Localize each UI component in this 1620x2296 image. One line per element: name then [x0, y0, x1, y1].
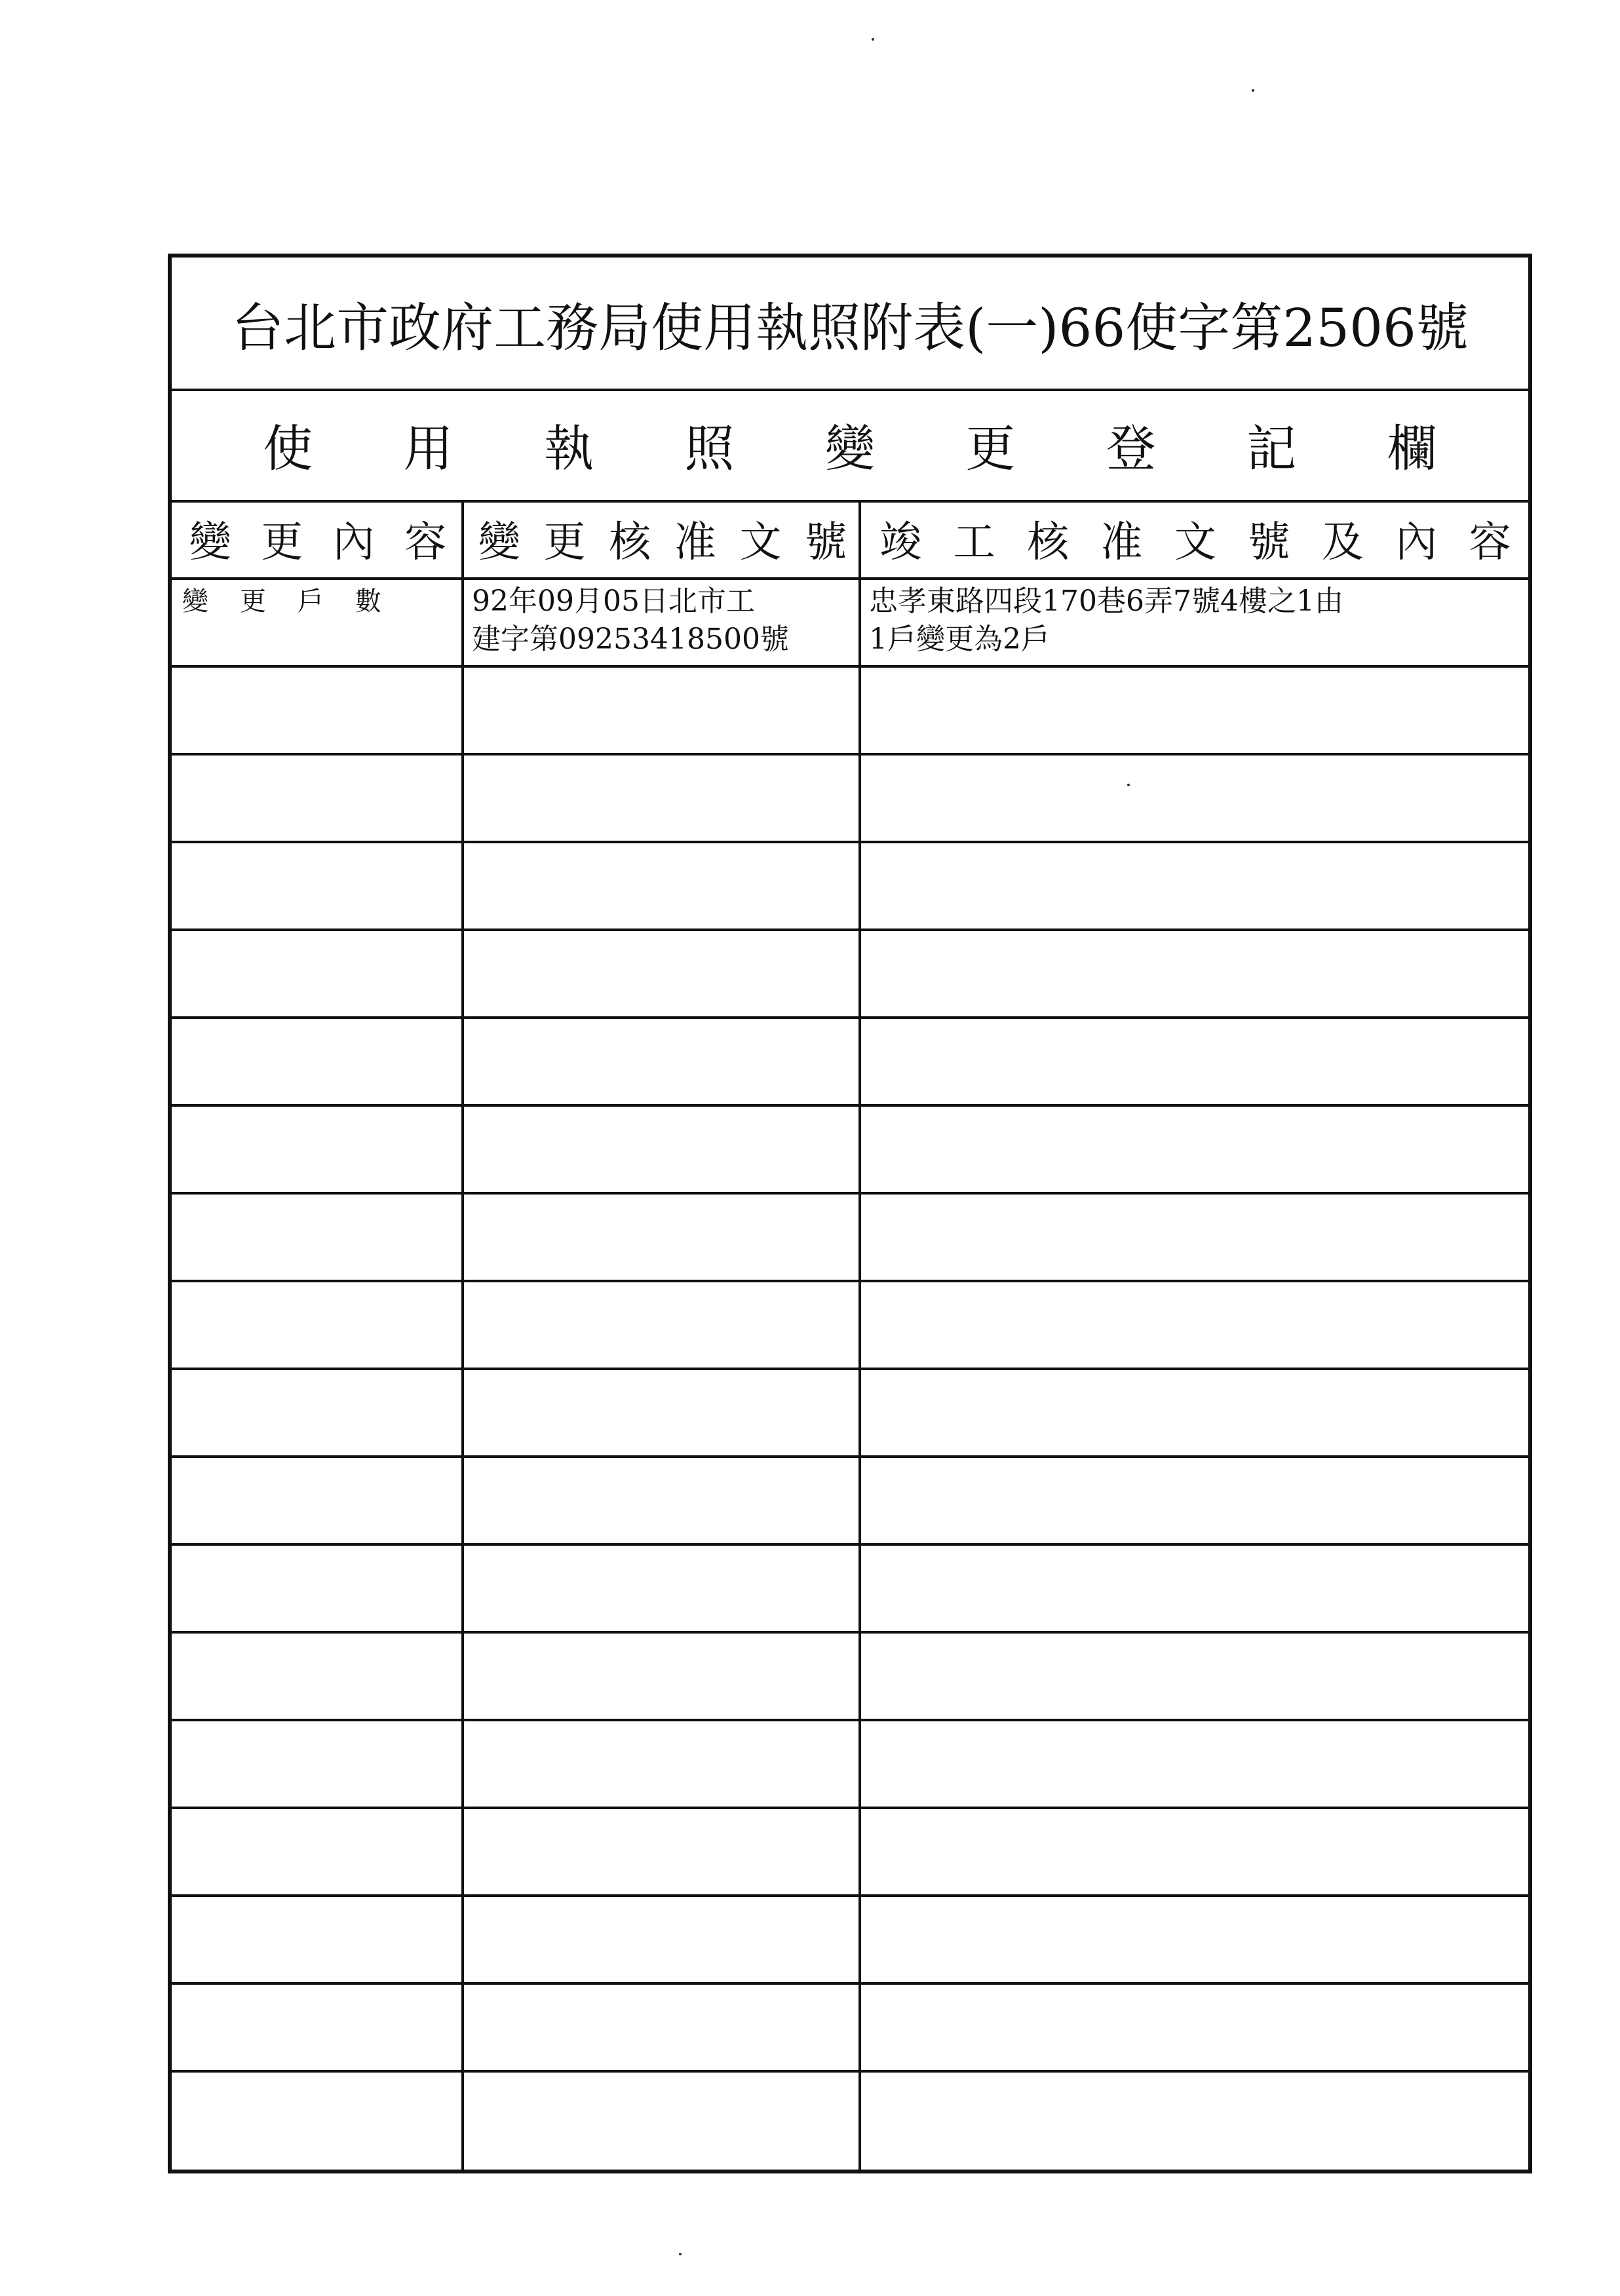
row-divider [172, 753, 1528, 756]
scan-speck [1252, 89, 1254, 92]
row-divider [172, 1894, 1528, 1897]
change-registration-table [168, 254, 1532, 2173]
scan-speck [1127, 784, 1130, 786]
subtitle-char: 變 [824, 419, 875, 478]
row-divider [172, 1368, 1528, 1370]
header-completion-doc: 竣 工 核 准 文 號 及 內 容 [879, 518, 1511, 567]
section-subtitle [172, 389, 1528, 500]
row-divider [172, 1982, 1528, 1985]
subtitle-char: 照 [684, 419, 735, 478]
row-divider [172, 1631, 1528, 1634]
row-divider [172, 928, 1528, 931]
subtitle-char: 欄 [1387, 419, 1437, 478]
approval-doc-line: 92年09月05日北市工 [472, 584, 755, 618]
record-approval-doc [472, 577, 856, 665]
row-divider [172, 841, 1528, 843]
row-divider [172, 1719, 1528, 1721]
approval-doc-line: 建字第09253418500號 [472, 622, 789, 656]
header-approval-doc: 變 更 核 准 文 號 [478, 518, 847, 567]
subtitle-char: 更 [965, 419, 1016, 478]
completion-doc-line: 忠孝東路四段170巷6弄7號4樓之1由 [869, 584, 1343, 618]
row-divider [172, 1807, 1528, 1809]
record-change-content: 變 更 戶 數 [182, 586, 384, 617]
subtitle-char: 執 [544, 419, 594, 478]
row-divider [172, 1016, 1528, 1019]
row-divider [172, 1280, 1528, 1282]
record-completion-doc [869, 577, 1524, 665]
row-divider [172, 1104, 1528, 1107]
document-title: 台北市政府工務局使用執照附表(一)66使字第2506號 [231, 297, 1469, 358]
row-divider [172, 1455, 1528, 1458]
subtitle-char: 記 [1246, 419, 1297, 478]
column-divider [461, 500, 464, 2170]
scan-speck [679, 2253, 682, 2255]
header-change-content: 變 更 內 容 [189, 518, 447, 567]
row-divider [172, 2070, 1528, 2073]
row-divider [172, 665, 1528, 668]
row-divider [172, 1192, 1528, 1195]
subtitle-char: 用 [403, 419, 453, 478]
subtitle-char: 使 [263, 419, 313, 478]
column-divider [858, 500, 861, 2170]
scan-speck [872, 38, 874, 41]
subtitle-char: 登 [1106, 419, 1156, 478]
completion-doc-line: 1戶變更為2戶 [869, 622, 1050, 656]
row-divider [172, 1543, 1528, 1546]
